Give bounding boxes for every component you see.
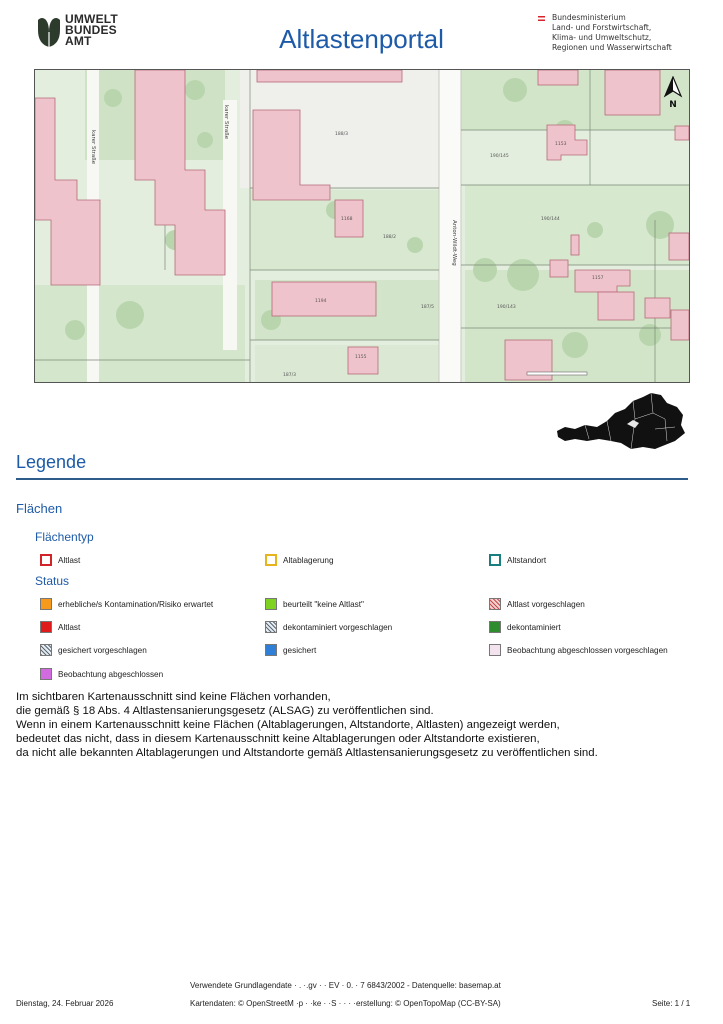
street-label: Anton-Wildt-Weg bbox=[451, 220, 457, 266]
notice-line: Im sichtbaren Kartenausschnitt sind keine Flächen vorhanden, bbox=[16, 691, 331, 703]
legend-label: dekontaminiert vorgeschlagen bbox=[283, 622, 393, 632]
legend-label: dekontaminiert bbox=[507, 622, 561, 632]
legend-divider bbox=[16, 478, 688, 480]
legend-title: Legende bbox=[16, 452, 87, 472]
footer-basemap-credit: Verwendete Grundlagendate · . ·.gv · · EV · 0. · 7 6843/2002 - Datenquelle: basemap.at bbox=[190, 981, 501, 990]
legend-section-flaechen: Flächen bbox=[16, 501, 63, 516]
footer-date: Dienstag, 24. Februar 2026 bbox=[16, 999, 114, 1008]
map-canvas bbox=[35, 70, 689, 382]
legend-item bbox=[489, 643, 668, 657]
legend-item bbox=[265, 597, 364, 611]
parcel-label: 190/143 bbox=[497, 305, 516, 310]
ministry-line: Land- und Forstwirtschaft, bbox=[552, 23, 652, 32]
legend-item bbox=[489, 620, 561, 634]
legend-label: Altlast vorgeschlagen bbox=[507, 599, 585, 609]
notice-line: bedeutet das nicht, dass in diesem Kartenausschnitt keine Altablagerungen oder Altstandorte existieren, bbox=[16, 733, 540, 745]
ministry-line: Regionen und Wasserwirtschaft bbox=[552, 43, 672, 52]
notice-line: die gemäß § 18 Abs. 4 Altlastensanierungsgesetz (ALSAG) zu veröffentlichen sind. bbox=[16, 705, 434, 717]
street-label: karer Straße bbox=[90, 130, 96, 165]
north-label: N bbox=[669, 100, 677, 108]
parcel-label: 1157 bbox=[592, 276, 604, 281]
parcel-label: 190/144 bbox=[541, 217, 560, 222]
logo-line: BUNDES bbox=[65, 23, 117, 37]
legend-item bbox=[40, 667, 163, 681]
notice-line: da nicht alle bekannten Altablagerungen und Altstandorte gemäß Altlastensanierungsgesetz zu veröffentlichen sind. bbox=[16, 747, 598, 759]
map-view[interactable] bbox=[34, 69, 690, 383]
logo-line: UMWELT bbox=[65, 12, 118, 26]
swatch-beobachtung-abgeschlossen bbox=[40, 668, 52, 680]
legend-item bbox=[489, 553, 546, 567]
street-label: karer Straße bbox=[223, 105, 229, 140]
swatch-kontamination bbox=[40, 598, 52, 610]
legend-label: Altlast bbox=[58, 622, 81, 632]
parcel-label: 187/5 bbox=[421, 305, 434, 310]
legend-item bbox=[40, 643, 147, 657]
parcel-label: 1153 bbox=[555, 142, 567, 147]
legend-heading-status: Status bbox=[35, 574, 70, 588]
parcel-label: 1194 bbox=[315, 299, 327, 304]
austria-overview-map bbox=[555, 389, 687, 455]
ministry-logo bbox=[538, 13, 718, 53]
ministry-line: Klima- und Umweltschutz, bbox=[552, 33, 652, 42]
footer-page-number: Seite: 1 / 1 bbox=[652, 999, 691, 1008]
swatch-altablagerung-outline bbox=[265, 554, 277, 566]
legend-label: gesichert bbox=[283, 645, 317, 655]
parcel-label: 188/2 bbox=[383, 235, 396, 240]
parcel-label: 187/3 bbox=[283, 373, 296, 378]
swatch-gesichert-vorgeschlagen bbox=[40, 644, 52, 656]
swatch-keine-altlast bbox=[265, 598, 277, 610]
logo-line: AMT bbox=[65, 34, 92, 48]
swatch-altstandort-outline bbox=[489, 554, 501, 566]
legend-item bbox=[265, 643, 316, 657]
legend-item bbox=[265, 553, 334, 567]
page-title: Altlastenportal bbox=[279, 24, 444, 54]
notice-text bbox=[16, 690, 716, 760]
ministry-line: Bundesministerium bbox=[552, 13, 626, 22]
legend-label: Beobachtung abgeschlossen vorgeschlagen bbox=[507, 645, 668, 655]
parcel-label: 188/3 bbox=[335, 132, 348, 137]
legend-label: beurteilt "keine Altlast" bbox=[283, 599, 364, 609]
swatch-beobachtung-vorgeschlagen bbox=[489, 644, 501, 656]
legend-heading-flaechentyp: Flächentyp bbox=[35, 530, 94, 544]
parcel-label: 190/145 bbox=[490, 154, 509, 159]
legend-label: Altstandort bbox=[507, 555, 547, 565]
legend-label: erhebliche/s Kontamination/Risiko erwartet bbox=[58, 599, 214, 609]
footer-map-credit: Kartendaten: © OpenStreetM ·p · ·ke · ·S · · · ·erstellung: © OpenTopoMap (CC-BY-SA) bbox=[190, 999, 501, 1008]
parcel-label: 1168 bbox=[341, 217, 353, 222]
swatch-dekontaminiert-vorgeschlagen bbox=[265, 621, 277, 633]
legend-label: Altlast bbox=[58, 555, 81, 565]
north-arrow-icon bbox=[663, 76, 683, 108]
legend-item bbox=[40, 620, 80, 634]
legend-label: Beobachtung abgeschlossen bbox=[58, 669, 164, 679]
legend-item bbox=[489, 597, 585, 611]
parcel-label: 1155 bbox=[355, 355, 367, 360]
notice-line: Wenn in einem Kartenausschnitt keine Flächen (Altablagerungen, Altstandorte, Altlasten) angezeigt werden, bbox=[16, 719, 560, 731]
swatch-altlast bbox=[40, 621, 52, 633]
swatch-altlast-outline bbox=[40, 554, 52, 566]
legend-item bbox=[40, 597, 213, 611]
legend-label: Altablagerung bbox=[283, 555, 334, 565]
swatch-altlast-vorgeschlagen bbox=[489, 598, 501, 610]
legend-item bbox=[265, 620, 392, 634]
swatch-dekontaminiert bbox=[489, 621, 501, 633]
legend-item bbox=[40, 553, 80, 567]
swatch-gesichert bbox=[265, 644, 277, 656]
legend-label: gesichert vorgeschlagen bbox=[58, 645, 147, 655]
